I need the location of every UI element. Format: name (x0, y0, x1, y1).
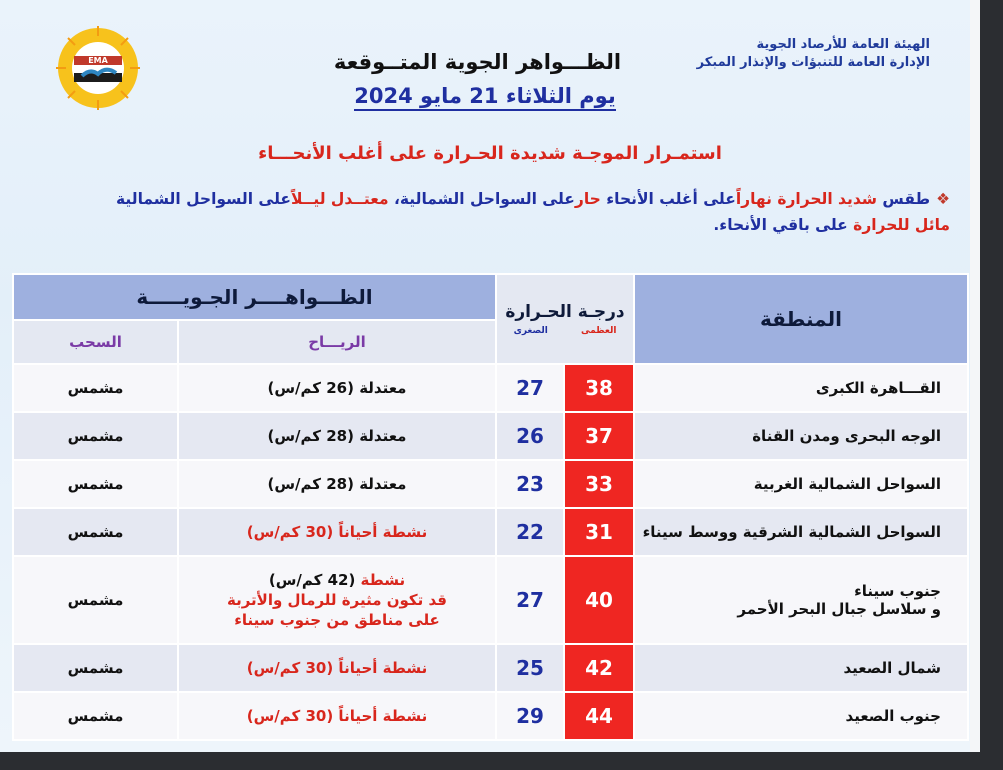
wind-cell: نشطة (42 كم/س) قد تكون مثيرة للرمال والأتربة على مناطق من جنوب سيناء (178, 556, 496, 644)
clouds-cell: مشمس (13, 508, 178, 556)
region-cell: السواحل الشمالية الشرقية ووسط سيناء (634, 508, 968, 556)
org-line-2: الإدارة العامة للتنبؤات والإنذار المبكر (696, 55, 930, 70)
header-temperature: درجـة الحـرارة العظمى الصغرى (496, 274, 634, 364)
clouds-cell: مشمس (13, 460, 178, 508)
forecast-description: ❖طقس شديد الحرارة نهاراًعلى أغلب الأنحاء حارعلى السواحل الشمالية، معتــدل ليــلاًعلى السواحل الشمالية مائل للحرارة على باقي الأنحاء. (116, 190, 950, 234)
region-cell: القـــاهرة الكبرى (634, 364, 968, 412)
min-temp-cell: 23 (496, 460, 564, 508)
max-temp-cell: 38 (564, 364, 634, 412)
clouds-cell: مشمس (13, 364, 178, 412)
table-row (13, 644, 968, 692)
organization-name (630, 36, 930, 72)
clouds-cell: مشمس (13, 412, 178, 460)
min-temp-cell: 22 (496, 508, 564, 556)
min-temp-cell: 26 (496, 412, 564, 460)
table-row (13, 556, 968, 644)
header-phenomena: الظـــواهــــر الجـويـــــة (13, 274, 496, 320)
wind-cell: نشطة أحياناً (30 كم/س) (178, 692, 496, 740)
clouds-cell: مشمس (13, 556, 178, 644)
header-min: الصغرى (513, 326, 548, 336)
region-cell: جنوب الصعيد (634, 692, 968, 740)
min-temp-cell: 27 (496, 556, 564, 644)
max-temp-cell: 44 (564, 692, 634, 740)
bullet-icon: ❖ (936, 190, 950, 208)
max-temp-cell: 37 (564, 412, 634, 460)
header-region: المنطقة (634, 274, 968, 364)
org-line-1: الهيئة العامة للأرصاد الجوية (756, 37, 930, 52)
max-temp-cell: 33 (564, 460, 634, 508)
max-temp-cell: 31 (564, 508, 634, 556)
wind-cell: معتدلة (28 كم/س) (178, 412, 496, 460)
clouds-cell: مشمس (13, 644, 178, 692)
table-row (13, 692, 968, 740)
wind-cell: نشطة أحياناً (30 كم/س) (178, 508, 496, 556)
logo-text: EMA (88, 56, 108, 65)
frame-right (980, 0, 1003, 770)
table-row (13, 364, 968, 412)
region-cell: الوجه البحرى ومدن القناة (634, 412, 968, 460)
wind-cell: معتدلة (26 كم/س) (178, 364, 496, 412)
wind-cell: نشطة أحياناً (30 كم/س) (178, 644, 496, 692)
clouds-cell: مشمس (13, 692, 178, 740)
frame-bottom (0, 752, 1003, 770)
header-max: العظمى (580, 326, 617, 336)
forecast-table (12, 273, 969, 741)
max-temp-cell: 42 (564, 644, 634, 692)
forecast-date: يوم الثلاثاء 21 مايو 2024 (340, 84, 630, 108)
region-cell: شمال الصعيد (634, 644, 968, 692)
max-temp-cell: 40 (564, 556, 634, 644)
min-temp-cell: 29 (496, 692, 564, 740)
min-temp-cell: 27 (496, 364, 564, 412)
min-temp-cell: 25 (496, 644, 564, 692)
headline: استمـرار الموجـة شديدة الحـرارة على أغلب الأنحـــاء (258, 143, 722, 164)
region-cell: السواحل الشمالية الغربية (634, 460, 968, 508)
ema-logo-icon (56, 26, 140, 110)
table-row (13, 460, 968, 508)
table-row (13, 412, 968, 460)
region-cell: جنوب سيناء و سلاسل جبال البحر الأحمر (634, 556, 968, 644)
header-wind: الريـــاح (178, 320, 496, 364)
page-title: الظـــواهر الجوية المتــوقعة (333, 50, 622, 74)
wind-cell: معتدلة (28 كم/س) (178, 460, 496, 508)
header-clouds: السحب (13, 320, 178, 364)
sheet-edge (970, 0, 980, 752)
table-row (13, 508, 968, 556)
